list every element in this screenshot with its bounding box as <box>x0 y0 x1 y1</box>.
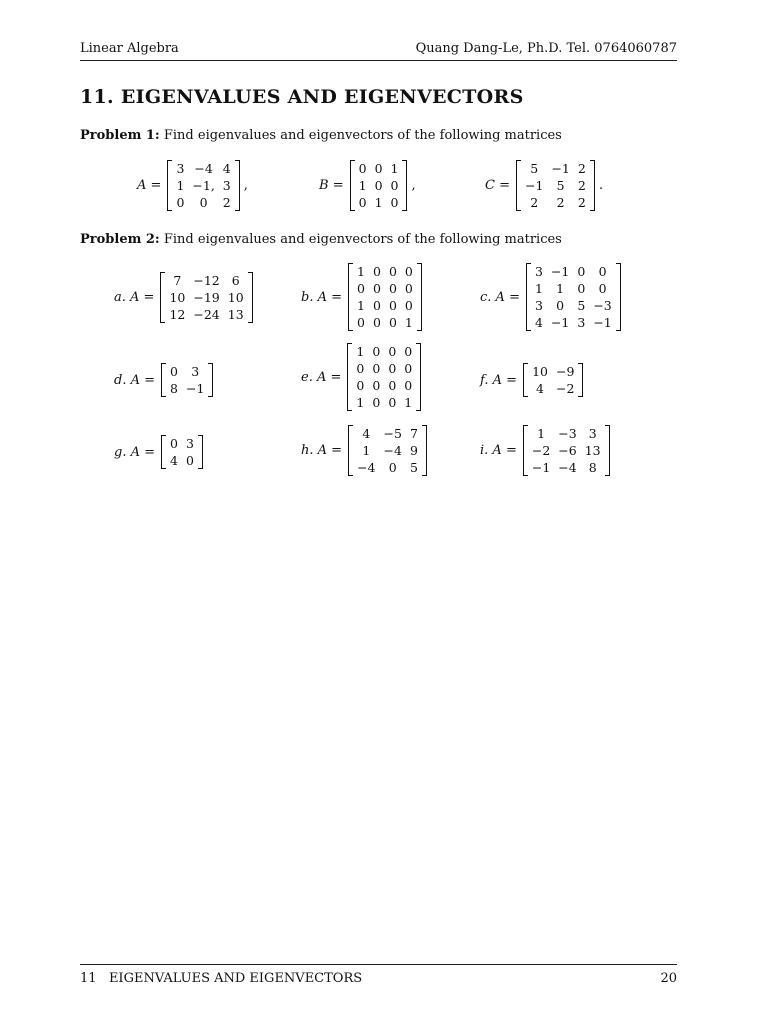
matrix-entry: 1 <box>374 194 383 210</box>
matrix-entry: 0 <box>404 297 413 313</box>
matrix-entry: −4 <box>383 442 402 458</box>
matrix-equation-i <box>480 425 610 476</box>
matrix-entry: 1 <box>537 425 546 441</box>
matrix-entry: 7 <box>409 425 418 441</box>
matrix-row <box>528 459 605 476</box>
matrix-entry: −1 <box>551 160 570 176</box>
matrix-row <box>355 160 403 177</box>
matrix-row <box>528 380 578 397</box>
right-bracket <box>235 160 240 211</box>
right-bracket <box>402 160 407 211</box>
matrix-entry: 0 <box>388 377 397 393</box>
matrix-entry: 0 <box>358 160 367 176</box>
matrix <box>516 160 595 211</box>
matrix-entry: 0 <box>372 360 381 376</box>
matrix-entry: 0 <box>388 394 397 410</box>
matrix-entry: −19 <box>193 289 220 305</box>
matrix-entry: 9 <box>409 442 418 458</box>
matrix-entry: 0 <box>404 377 413 393</box>
problem-1-statement <box>80 128 562 143</box>
right-bracket <box>208 363 213 397</box>
matrix-row <box>172 160 234 177</box>
matrix-entry: 2 <box>222 194 231 210</box>
matrix-entry: 5 <box>556 177 565 193</box>
header-rule <box>80 60 677 61</box>
matrix-entry: 0 <box>388 360 397 376</box>
matrix-row <box>353 297 417 314</box>
footer-section: 11 EIGENVALUES AND EIGENVECTORS <box>80 971 363 986</box>
matrix-row <box>352 377 416 394</box>
right-bracket <box>248 272 253 323</box>
footer-rule <box>80 964 677 965</box>
matrix-entry: 0 <box>388 263 397 279</box>
matrix-equation-h <box>301 425 427 476</box>
matrix-row <box>165 289 247 306</box>
matrix-label: i. A = <box>480 443 517 458</box>
matrix-entry: 8 <box>588 459 597 475</box>
matrix <box>523 363 583 397</box>
matrix-entry: 0 <box>577 263 586 279</box>
matrix-row <box>353 425 422 442</box>
right-bracket <box>605 425 610 476</box>
matrix-row <box>521 160 590 177</box>
matrix-trailing-punct: . <box>598 178 603 193</box>
matrix-entry: −6 <box>558 442 577 458</box>
matrix-row <box>531 297 616 314</box>
matrix-entry: 13 <box>584 442 601 458</box>
matrix-entry: −1 <box>593 314 612 330</box>
matrix-label: A = <box>137 178 162 193</box>
matrix-entry: −3 <box>593 297 612 313</box>
matrix-equation-g <box>114 435 203 469</box>
matrix-entry: 0 <box>356 360 365 376</box>
matrix-trailing-punct: , <box>243 178 248 193</box>
matrix-row <box>521 177 590 194</box>
right-bracket <box>590 160 595 211</box>
matrix-row <box>531 263 616 280</box>
matrix-row <box>166 452 198 469</box>
matrix <box>348 425 427 476</box>
matrix-entry: 0 <box>388 459 397 475</box>
matrix-equation-e <box>301 343 421 411</box>
matrix-entry: 0 <box>372 343 381 359</box>
matrix <box>161 363 213 397</box>
matrix-label: g. A = <box>114 444 156 460</box>
matrix-entry: 0 <box>374 160 383 176</box>
right-bracket <box>198 435 203 469</box>
matrix-entry: 0 <box>185 452 194 468</box>
problem-1-text: Find eigenvalues and eigenvectors of the following matrices <box>159 128 562 143</box>
matrix-entry: 5 <box>577 297 586 313</box>
matrix <box>348 263 422 331</box>
matrix-row <box>531 314 616 331</box>
matrix-entry: 0 <box>598 280 607 296</box>
matrix-entry: 0 <box>404 280 413 296</box>
matrix-row <box>528 363 578 380</box>
matrix-equation-b <box>301 263 422 331</box>
matrix-entry: 0 <box>372 394 381 410</box>
matrix-entry: 4 <box>170 452 178 468</box>
matrix-entry: 12 <box>169 306 186 322</box>
matrix-entry: 1 <box>534 280 543 296</box>
matrix-entry: 3 <box>588 425 597 441</box>
matrix-entry: 5 <box>530 160 539 176</box>
matrix-entry: 3 <box>185 435 194 451</box>
matrix-entry: 0 <box>372 377 381 393</box>
matrix-row <box>353 459 422 476</box>
matrix-row <box>172 194 234 211</box>
matrix <box>350 160 408 211</box>
running-header-left: Linear Algebra <box>80 41 179 56</box>
matrix-row <box>165 306 247 323</box>
matrix-entries <box>528 425 605 476</box>
matrix-entry: 1 <box>404 314 413 330</box>
matrix-entry: 3 <box>191 363 200 379</box>
matrix-entry: 0 <box>372 280 381 296</box>
matrix-entry: −4 <box>558 459 577 475</box>
matrix-equation-c <box>480 263 621 331</box>
matrix-entry: 0 <box>404 343 413 359</box>
matrix-entry: 0 <box>170 363 178 379</box>
matrix-entry: 3 <box>176 160 185 176</box>
matrix-entry: 0 <box>199 194 208 210</box>
matrix-entry: −1 <box>550 263 570 279</box>
matrix-entry: −1 <box>531 459 551 475</box>
matrix-entry: 0 <box>598 263 607 279</box>
matrix-entry: 0 <box>388 280 397 296</box>
right-bracket <box>416 343 421 411</box>
matrix-entry: −4 <box>194 160 213 176</box>
matrix-entry: −5 <box>383 425 402 441</box>
matrix-entries <box>166 435 198 469</box>
matrix-entry: 0 <box>577 280 586 296</box>
matrix-entry: 0 <box>176 194 185 210</box>
matrix-entry: 2 <box>577 160 586 176</box>
matrix-row <box>353 314 417 331</box>
matrix-entry: 13 <box>227 306 244 322</box>
matrix-entry: 2 <box>530 194 539 210</box>
matrix-label: d. A = <box>114 372 156 388</box>
matrix-label: C = <box>485 178 510 193</box>
matrix-entry: 3 <box>534 297 543 313</box>
matrix-entry: 0 <box>390 194 399 210</box>
matrix-row <box>353 280 417 297</box>
matrix-entries <box>521 160 590 211</box>
matrix-entry: 0 <box>357 314 365 330</box>
matrix-entry: 1 <box>357 263 365 279</box>
matrix-equation-f <box>480 363 583 397</box>
matrix-equation-B <box>319 160 416 211</box>
matrix <box>523 425 610 476</box>
matrix-entry: 2 <box>577 194 586 210</box>
matrix-entry: 3 <box>534 263 543 279</box>
matrix-entries <box>172 160 234 211</box>
matrix-entry: −24 <box>193 306 220 322</box>
matrix-row <box>352 394 416 411</box>
matrix-entry: 0 <box>358 194 367 210</box>
matrix-entry: 0 <box>374 177 383 193</box>
matrix-entry: 1 <box>362 442 371 458</box>
matrix-equation-A <box>137 160 248 211</box>
matrix-row <box>528 425 605 442</box>
matrix-entry: 0 <box>357 280 365 296</box>
matrix-entry: 1 <box>356 394 365 410</box>
matrix-entry: 0 <box>404 263 413 279</box>
section-title: 11. EIGENVALUES AND EIGENVECTORS <box>80 86 524 108</box>
matrix-row <box>172 177 234 194</box>
matrix-entry: 4 <box>222 160 231 176</box>
matrix-entry: −9 <box>555 363 575 379</box>
matrix-entry: 0 <box>388 297 397 313</box>
matrix-entries <box>165 272 247 323</box>
running-header-right: Quang Dang-Le, Ph.D. Tel. 0764060787 <box>415 41 677 56</box>
matrix-row <box>528 442 605 459</box>
matrix <box>167 160 239 211</box>
matrix-entry: 1 <box>404 394 413 410</box>
matrix-entry: 0 <box>388 343 397 359</box>
matrix-row <box>352 343 416 360</box>
matrix-entry: −1 <box>185 380 205 396</box>
right-bracket <box>422 425 427 476</box>
matrix-entries <box>166 363 208 397</box>
matrix-equation-C <box>485 160 603 211</box>
matrix-entry: 1 <box>556 280 565 296</box>
problem-1-label: Problem 1: <box>80 128 160 143</box>
matrix-row <box>165 272 247 289</box>
matrix-label: B = <box>319 178 344 193</box>
matrix-trailing-punct: , <box>411 178 416 193</box>
matrix-entry: −4 <box>357 459 376 475</box>
matrix-entry: 0 <box>372 314 381 330</box>
matrix-entry: 4 <box>362 425 371 441</box>
matrix-row <box>355 194 403 211</box>
matrix-entry: 7 <box>173 272 182 288</box>
matrix-row <box>353 263 417 280</box>
matrix-entry: 10 <box>169 289 186 305</box>
matrix-row <box>531 280 616 297</box>
matrix-entry: 4 <box>536 380 544 396</box>
matrix-equation-d <box>114 363 213 397</box>
right-bracket <box>417 263 422 331</box>
matrix-entries <box>353 425 422 476</box>
matrix-row <box>166 363 208 380</box>
matrix-entry: −12 <box>193 272 220 288</box>
matrix-equation-a <box>114 272 253 323</box>
matrix-entries <box>355 160 403 211</box>
matrix-entry: 4 <box>534 314 543 330</box>
matrix-entry: 1 <box>390 160 399 176</box>
matrix <box>160 272 252 323</box>
problem-2-text: Find eigenvalues and eigenvectors of the following matrices <box>159 232 562 247</box>
matrix-entry: −1 <box>525 177 544 193</box>
matrix-row <box>352 360 416 377</box>
matrix-entry: 10 <box>227 289 244 305</box>
matrix-label: a. A = <box>114 290 155 305</box>
matrix-entry: 8 <box>170 380 178 396</box>
matrix-entry: −1 <box>550 314 570 330</box>
matrix-entry: 0 <box>356 377 365 393</box>
matrix-entry: 3 <box>577 314 586 330</box>
matrix-entry: 1 <box>358 177 367 193</box>
matrix-entries <box>528 363 578 397</box>
matrix-label: f. A = <box>480 372 518 388</box>
matrix-entry: 0 <box>556 297 565 313</box>
right-bracket <box>616 263 621 331</box>
matrix-entry: 0 <box>170 435 178 451</box>
matrix-entries <box>531 263 616 331</box>
right-bracket <box>578 363 583 397</box>
matrix-entry: 1 <box>176 177 185 193</box>
matrix-entry: 0 <box>388 314 397 330</box>
matrix <box>161 435 203 469</box>
matrix-entry: 2 <box>577 177 586 193</box>
matrix-entry: −2 <box>531 442 551 458</box>
matrix-entry: 0 <box>390 177 399 193</box>
matrix-entry: 2 <box>556 194 565 210</box>
matrix-row <box>166 380 208 397</box>
matrix-entries <box>352 343 416 411</box>
problem-2-label: Problem 2: <box>80 232 160 247</box>
matrix-entry: −1, <box>192 177 215 193</box>
matrix-entry: 6 <box>231 272 240 288</box>
page-number: 20 <box>660 971 677 986</box>
matrix-row <box>353 442 422 459</box>
matrix-entry: −3 <box>558 425 577 441</box>
matrix-entry: −2 <box>555 380 575 396</box>
problem-2-statement <box>80 232 562 247</box>
matrix-label: b. A = <box>301 289 343 305</box>
matrix-entry: 0 <box>404 360 413 376</box>
matrix-entry: 0 <box>372 263 381 279</box>
matrix-label: c. A = <box>480 289 520 305</box>
matrix <box>526 263 621 331</box>
matrix-label: h. A = <box>301 443 343 458</box>
matrix-entry: 3 <box>222 177 231 193</box>
matrix-row <box>521 194 590 211</box>
matrix-row <box>166 435 198 452</box>
matrix-entry: 1 <box>356 343 365 359</box>
matrix-entry: 0 <box>372 297 381 313</box>
matrix <box>347 343 421 411</box>
matrix-entry: 10 <box>532 363 548 379</box>
matrix-row <box>355 177 403 194</box>
matrix-entry: 5 <box>409 459 418 475</box>
matrix-entry: 1 <box>357 297 365 313</box>
matrix-entries <box>353 263 417 331</box>
matrix-label: e. A = <box>301 369 342 385</box>
